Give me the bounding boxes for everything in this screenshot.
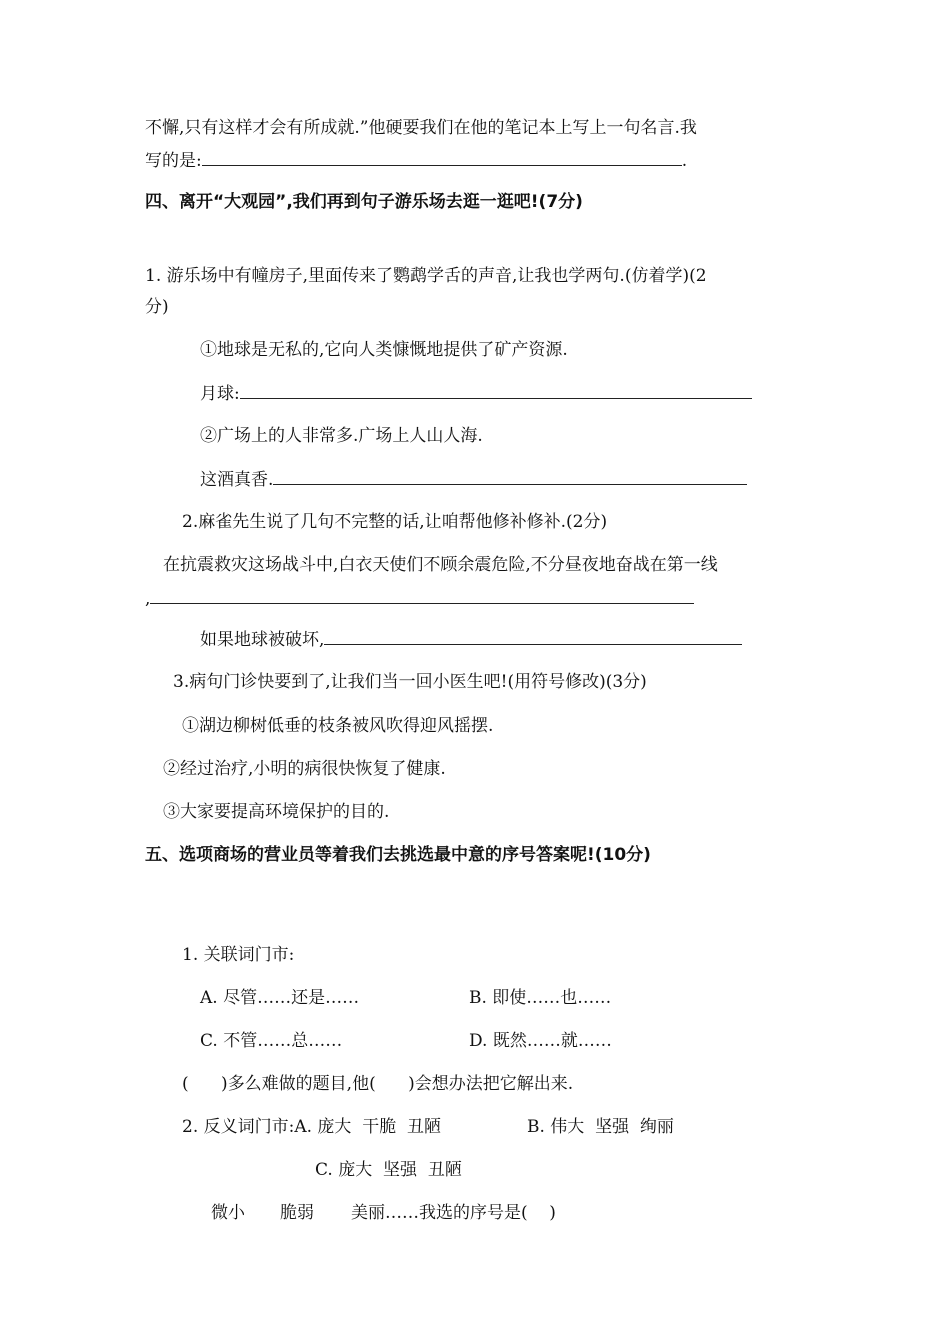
question-title: 3.病句门诊快要到了,让我们当一回小医生吧!(用符号修改)(3分)	[173, 672, 647, 692]
option-d: D. 既然……就……	[469, 1031, 612, 1051]
option-b: B. 即使……也……	[469, 988, 612, 1008]
text-line	[145, 149, 687, 172]
word: 美丽……我选的序号是( )	[351, 1203, 556, 1223]
word: 脆弱	[280, 1203, 314, 1223]
sick-sentence: ②经过治疗,小明的病很快恢复了健康.	[163, 759, 446, 779]
word: 微小	[211, 1203, 245, 1223]
question-line: 1. 游乐场中有幢房子,里面传来了鹦鹉学舌的声音,让我也学两句.(仿着学)(2	[145, 266, 707, 286]
question-title: 2. 反义词门市:A. 庞大 干脆 丑陋	[182, 1117, 442, 1137]
sick-sentence: ①湖边柳树低垂的枝条被风吹得迎风摇摆.	[182, 716, 494, 736]
answer-blank[interactable]	[240, 382, 752, 399]
answer-blank[interactable]	[202, 149, 682, 166]
example-sentence: ②广场上的人非常多.广场上人山人海.	[200, 426, 483, 446]
section-heading: 五、选项商场的营业员等着我们去挑选最中意的序号答案呢!(10分)	[145, 845, 651, 865]
option-a: A. 尽管……还是……	[200, 988, 360, 1008]
answer-prefix: 如果地球被破坏,	[200, 630, 325, 650]
sick-sentence: ③大家要提高环境保护的目的.	[163, 802, 390, 822]
text-line: 不懈,只有这样才会有所成就.”他硬要我们在他的笔记本上写上一句名言.我	[145, 118, 697, 138]
option-b: B. 伟大 坚强 绚丽	[527, 1117, 674, 1137]
answer-line	[200, 628, 742, 651]
section-heading: 四、离开“大观园”,我们再到句子游乐场去逛一逛吧!(7分)	[145, 192, 583, 212]
question-sentence: 在抗震救灾这场战斗中,白衣天使们不顾余震危险,不分昼夜地奋战在第一线	[163, 555, 718, 575]
answer-suffix: .	[681, 151, 688, 171]
option-c: C. 不管……总……	[200, 1031, 343, 1051]
answer-line	[200, 382, 752, 405]
answer-blank[interactable]	[150, 587, 694, 604]
fill-sentence: ( )多么难做的题目,他( )会想办法把它解出来.	[182, 1074, 574, 1094]
example-sentence: ①地球是无私的,它向人类慷慨地提供了矿产资源.	[200, 340, 568, 360]
answer-blank[interactable]	[273, 468, 747, 485]
answer-prefix: ,	[145, 589, 151, 609]
answer-prefix: 月球:	[200, 384, 240, 404]
option-c: C. 庞大 坚强 丑陋	[315, 1160, 462, 1180]
answer-line	[145, 587, 694, 610]
question-line: 分)	[145, 297, 169, 317]
answer-line	[200, 468, 747, 491]
word-list	[211, 1202, 556, 1224]
question-title: 2.麻雀先生说了几句不完整的话,让咱帮他修补修补.(2分)	[182, 512, 608, 532]
answer-blank[interactable]	[324, 628, 742, 645]
answer-prefix: 这酒真香.	[200, 470, 274, 490]
question-title: 1. 关联词门市:	[182, 945, 295, 965]
answer-prefix: 写的是:	[145, 151, 202, 171]
